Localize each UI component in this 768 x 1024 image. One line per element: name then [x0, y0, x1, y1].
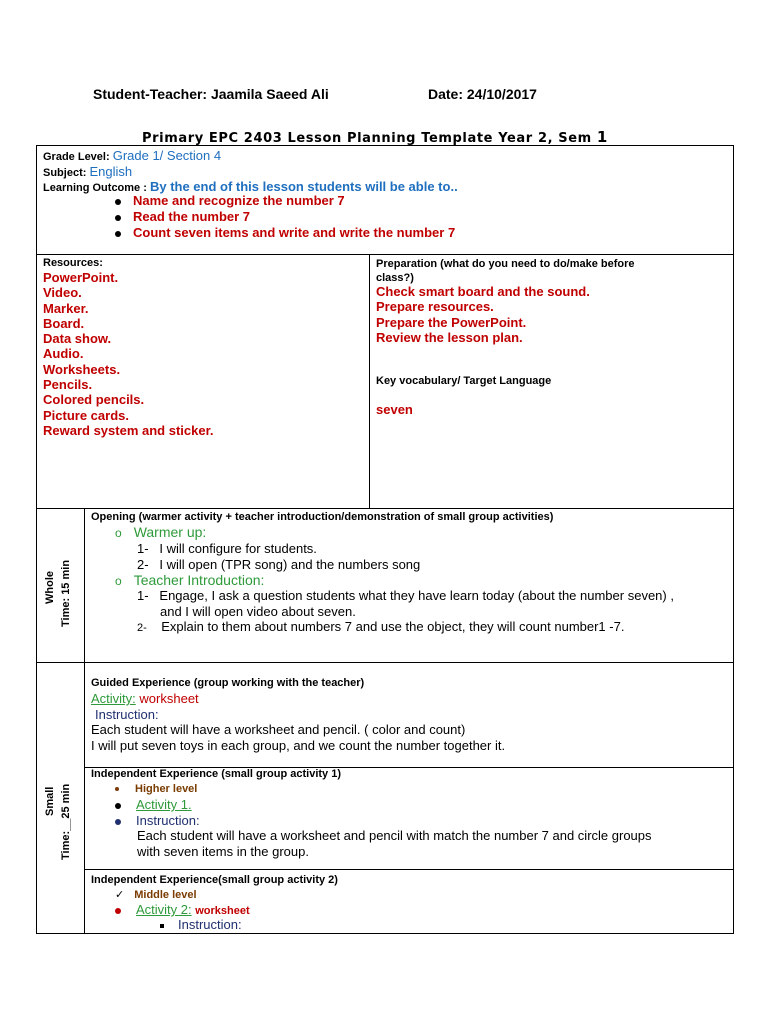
guided-line: I will put seven toys in each group, and we count the number together it. [91, 737, 506, 753]
warmer-item [137, 557, 420, 573]
bullet-icon [115, 231, 121, 237]
activity-label: Activity: [91, 691, 136, 706]
item-text: Explain to them about numbers 7 and use the object, they will count number1 -7. [161, 619, 625, 634]
intro-list [137, 588, 729, 637]
item-text: I will open (TPR song) and the numbers song [159, 556, 421, 572]
item-number: 2- [137, 622, 147, 634]
intro-item [137, 619, 729, 637]
small-time-label: Time:__25 min [60, 783, 72, 860]
ind1-line: with seven items in the group. [137, 843, 309, 859]
item-number: 1- [137, 588, 149, 603]
higher-level [115, 783, 197, 795]
checkmark-icon: ✓ [115, 889, 125, 901]
title-text: Primary EPC 2403 Lesson Planning Template Year 2, Sem [142, 131, 592, 146]
resource-item: Reward system and sticker. [43, 422, 214, 438]
ind1-line: Each student will have a worksheet and pencil with match the number 7 and circle groups [137, 828, 652, 843]
activity-value: worksheet [139, 691, 199, 706]
guided-instruction-label: Instruction: [95, 707, 159, 722]
activity-1 [115, 797, 192, 812]
circle-bullet-icon: o [115, 574, 122, 588]
resource-item: Audio. [43, 346, 84, 362]
subject [43, 164, 132, 179]
resource-item: Colored pencils. [43, 392, 145, 408]
student-teacher-name: Student-Teacher: Jaamila Saeed Ali [93, 86, 329, 102]
preparation-item: Prepare the PowerPoint. [376, 314, 527, 330]
ind1-text [137, 828, 652, 859]
divider-whole [36, 662, 734, 663]
resource-item: Pencils. [43, 377, 93, 393]
item-text: Engage, I ask a question students what they have learn today (about the number seven) , [159, 588, 674, 603]
outcome-label: Learning Outcome : [43, 182, 150, 194]
outcome-value: By the end of this lesson students will be able to.. [149, 179, 458, 194]
title-sem-number: 1 [596, 128, 608, 146]
resources-label: Resources: [43, 257, 103, 269]
resource-item: Board. [43, 315, 85, 331]
activity-label: Activity 2: [136, 902, 192, 917]
learning-outcome [43, 179, 458, 194]
guided-line: Each student will have a worksheet and pencil. ( color and count) [91, 722, 466, 737]
circle-bullet-icon: o [115, 526, 122, 540]
whole-label: Whole [44, 571, 56, 604]
lesson-date: Date: 24/10/2017 [428, 86, 537, 102]
preparation-label-line1: Preparation (what do you need to do/make before [376, 258, 635, 270]
divider-side-labels [84, 508, 85, 934]
bullet-icon [115, 215, 121, 221]
divider-resources-bottom [36, 508, 734, 509]
guided-activity [91, 691, 199, 706]
intro-label: Teacher Introduction: [133, 572, 265, 588]
warmer-list [137, 541, 420, 572]
subject-label: Subject [43, 167, 83, 179]
grade-value: Grade 1/ Section 4 [112, 148, 222, 163]
guided-text [91, 722, 505, 753]
level-text: Higher level [135, 783, 198, 795]
bullet-icon [115, 199, 121, 205]
warmer-up [115, 524, 206, 540]
level-text: Middle level [134, 889, 197, 901]
small-label: Small [44, 786, 56, 816]
warmer-item [137, 541, 420, 557]
outcome-text: Name and recognize the number 7 [133, 193, 345, 208]
outcome-text: Read the number 7 [133, 209, 251, 224]
item-text: I will configure for students. [159, 541, 317, 556]
outcome-item [115, 193, 455, 209]
activity-text: Activity 1. [136, 797, 192, 812]
ind2-instruction [160, 917, 242, 932]
outcome-list [115, 193, 455, 241]
warmer-label: Warmer up: [133, 524, 207, 540]
grade-level [43, 148, 221, 163]
preparation-item: Check smart board and the sound. [376, 284, 590, 299]
bullet-icon [115, 787, 119, 791]
preparation-label [376, 257, 635, 285]
ind1-instruction [115, 813, 200, 828]
teacher-introduction [115, 572, 264, 588]
preparation-label-line2: class?) [376, 272, 414, 284]
independent2-heading: Independent Experience(small group activity 2) [91, 874, 338, 886]
resource-item: PowerPoint. [43, 270, 119, 285]
bullet-icon [115, 803, 121, 809]
activity-value: worksheet [195, 905, 250, 917]
outcome-item [115, 225, 455, 241]
divider-info [36, 254, 734, 255]
divider-resources [369, 254, 370, 509]
item-number: 2- [137, 556, 149, 572]
outcome-text: Count seven items and write and write the number 7 [133, 225, 456, 240]
instruction-label: Instruction: [178, 917, 242, 932]
intro-item-continuation: and I will open video about seven. [160, 603, 356, 619]
vocabulary-value: seven [376, 402, 413, 417]
resource-item: Worksheets. [43, 361, 121, 377]
subject-value: English [89, 164, 133, 179]
resource-item: Marker. [43, 300, 89, 316]
intro-item [137, 588, 729, 604]
page-title [142, 128, 608, 146]
opening-heading: Opening (warmer activity + teacher introduction/demonstration of small group activities) [91, 511, 554, 523]
subject-colon: : [82, 167, 90, 179]
item-number: 1- [137, 541, 149, 556]
divider-independent1 [84, 869, 734, 870]
middle-level [115, 888, 197, 901]
bullet-icon [115, 819, 121, 825]
resource-item: Data show. [43, 331, 112, 347]
preparation-item: Review the lesson plan. [376, 329, 523, 345]
resources-list [43, 270, 214, 438]
instruction-label: Instruction: [136, 813, 200, 828]
preparation-list [376, 284, 590, 345]
guided-heading: Guided Experience (group working with the teacher) [91, 677, 365, 689]
activity-2 [115, 902, 250, 917]
grade-label: Grade Level: [43, 151, 113, 163]
whole-time-label: Time: 15 min [60, 559, 72, 627]
independent1-heading: Independent Experience (small group activity 1) [91, 768, 342, 780]
preparation-item: Prepare resources. [376, 299, 494, 315]
resource-item: Picture cards. [43, 407, 129, 423]
outcome-item [115, 209, 455, 225]
square-bullet-icon [160, 924, 164, 928]
vocabulary-label: Key vocabulary/ Target Language [376, 375, 552, 387]
resource-item: Video. [43, 285, 82, 301]
bullet-icon [115, 908, 121, 914]
